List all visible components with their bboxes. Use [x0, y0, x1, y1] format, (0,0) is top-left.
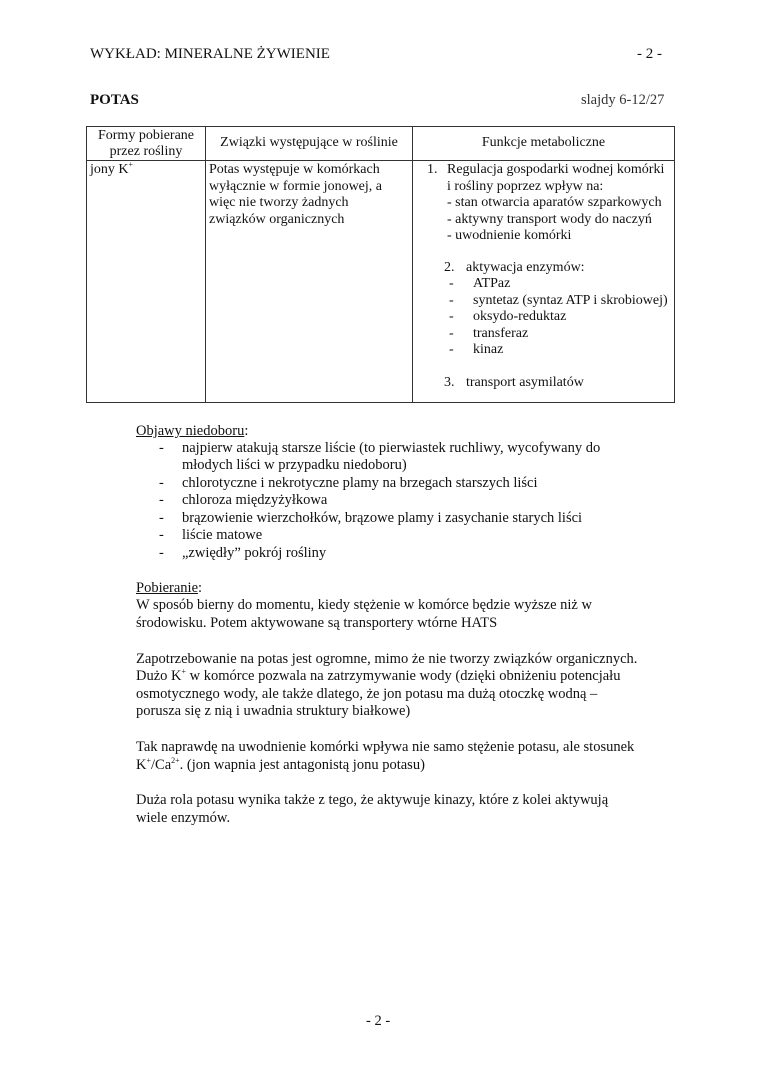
text: . (jon wapnia jest antagonistą jonu potasu) — [179, 757, 425, 773]
superscript: + — [146, 756, 151, 765]
paragraph-line: Tak naprawdę na uwodnienie komórki wpływa nie samo stężenie potasu, ale stosunek — [136, 739, 635, 755]
colon: : — [198, 580, 203, 596]
bullet-dash: - — [159, 510, 164, 526]
sub-item: syntetaz (syntaz ATP i skrobiowej) — [473, 292, 668, 308]
item-text: Regulacja gospodarki wodnej komórki — [447, 162, 665, 177]
item-number: 3. — [444, 374, 455, 390]
column-header-functions: Funkcje metaboliczne — [413, 127, 675, 161]
sub-item: kinaz — [473, 342, 504, 357]
column-header-compounds: Związki występujące w roślinie — [206, 127, 413, 161]
compounds-line: więc nie tworzy żadnych — [209, 195, 349, 210]
forms-text: jony K — [90, 162, 129, 177]
dash: - — [449, 276, 454, 291]
footer-page-number: - 2 - — [366, 1013, 391, 1029]
superscript: + — [181, 667, 187, 676]
paragraph-line: porusza się z nią i uwadnia struktury białkowe) — [136, 703, 411, 719]
compounds-line: Potas występuje w komórkach — [209, 162, 380, 177]
paragraph-line — [136, 757, 425, 774]
potassium-table — [86, 126, 675, 403]
text: Dużo K — [136, 668, 182, 684]
dash: - — [449, 342, 454, 357]
bullet-dash: - — [159, 492, 164, 508]
sub-item: - aktywny transport wody do naczyń — [447, 211, 652, 227]
uptake-line: środowisku. Potem aktywowane są transportery wtórne HATS — [136, 615, 498, 631]
paragraph-line — [136, 668, 620, 685]
deficiency-item: „zwiędły” pokrój rośliny — [182, 545, 327, 561]
item-text: aktywacja enzymów: — [466, 259, 585, 275]
dash: - — [449, 325, 454, 341]
header-title: WYKŁAD: MINERALNE ŻYWIENIE — [90, 46, 330, 62]
bullet-dash: - — [159, 527, 164, 543]
item-text: transport asymilatów — [466, 374, 584, 390]
cell-compounds — [206, 161, 413, 403]
item-text: i rośliny poprzez wpływ na: — [447, 178, 604, 194]
bullet-dash: - — [159, 545, 164, 561]
text: K — [136, 757, 147, 773]
function-item-1 — [416, 162, 671, 245]
uptake-heading — [136, 580, 202, 597]
cell-forms — [87, 161, 206, 403]
deficiency-item: liście matowe — [182, 527, 263, 543]
paragraph-line: wiele enzymów. — [136, 810, 231, 826]
compounds-line: wyłącznie w formie jonowej, a — [209, 178, 382, 194]
sub-item: - stan otwarcia aparatów szparkowych — [447, 195, 662, 210]
header-page-number: - 2 - — [637, 46, 662, 62]
item-number: 2. — [444, 259, 455, 275]
cell-functions — [413, 161, 675, 403]
compounds-line: związków organicznych — [209, 211, 345, 227]
dash: - — [449, 292, 454, 308]
deficiency-item-continued: młodych liści w przypadku niedoboru) — [182, 457, 407, 473]
heading-text: Pobieranie — [136, 580, 199, 596]
uptake-line: W sposób bierny do momentu, kiedy stężenie w komórce będzie wyższe niż w — [136, 597, 592, 613]
text: w komórce pozwala na zatrzymywanie wody (dzięki obniżeniu potencjału — [186, 668, 621, 684]
colon: : — [244, 423, 249, 439]
superscript: 2+ — [171, 756, 180, 765]
column-header-forms: Formy pobierane przez rośliny — [87, 127, 206, 161]
table-row — [87, 161, 675, 403]
sub-item: transferaz — [473, 325, 529, 341]
paragraph-line: osmotycznego wody, ale także dlatego, że jon potasu ma dużą otoczkę wodną – — [136, 686, 598, 702]
bullet-dash: - — [159, 440, 164, 456]
forms-sup: + — [128, 160, 134, 169]
dash: - — [449, 309, 454, 324]
bullet-dash: - — [159, 475, 164, 491]
sub-item: oksydo-reduktaz — [473, 309, 567, 324]
heading-text: Objawy niedoboru — [136, 423, 245, 439]
table-header-row — [87, 127, 675, 161]
item-number: 1. — [427, 162, 438, 177]
deficiency-heading — [136, 423, 248, 440]
function-item-3 — [416, 375, 671, 392]
function-item-2-sublist — [416, 276, 671, 359]
paragraph-line: Duża rola potasu wynika także z tego, że aktywuje kinazy, które z kolei aktywują — [136, 792, 609, 808]
deficiency-item: brązowienie wierzchołków, brązowe plamy i zasychanie starych liści — [182, 510, 583, 526]
slides-reference: slajdy 6-12/27 — [581, 92, 665, 108]
sub-item: ATPaz — [473, 276, 511, 291]
paragraph-line: Zapotrzebowanie na potas jest ogromne, mimo że nie tworzy związków organicznych. — [136, 651, 638, 667]
deficiency-item: chloroza międzyżyłkowa — [182, 492, 328, 508]
section-title: POTAS — [90, 92, 139, 108]
text: /Ca — [151, 757, 172, 773]
function-item-2 — [416, 260, 671, 277]
deficiency-item: najpierw atakują starsze liście (to pierwiastek ruchliwy, wycofywany do — [182, 440, 601, 456]
deficiency-item: chlorotyczne i nekrotyczne plamy na brzegach starszych liści — [182, 475, 538, 491]
sub-item: - uwodnienie komórki — [447, 228, 572, 243]
